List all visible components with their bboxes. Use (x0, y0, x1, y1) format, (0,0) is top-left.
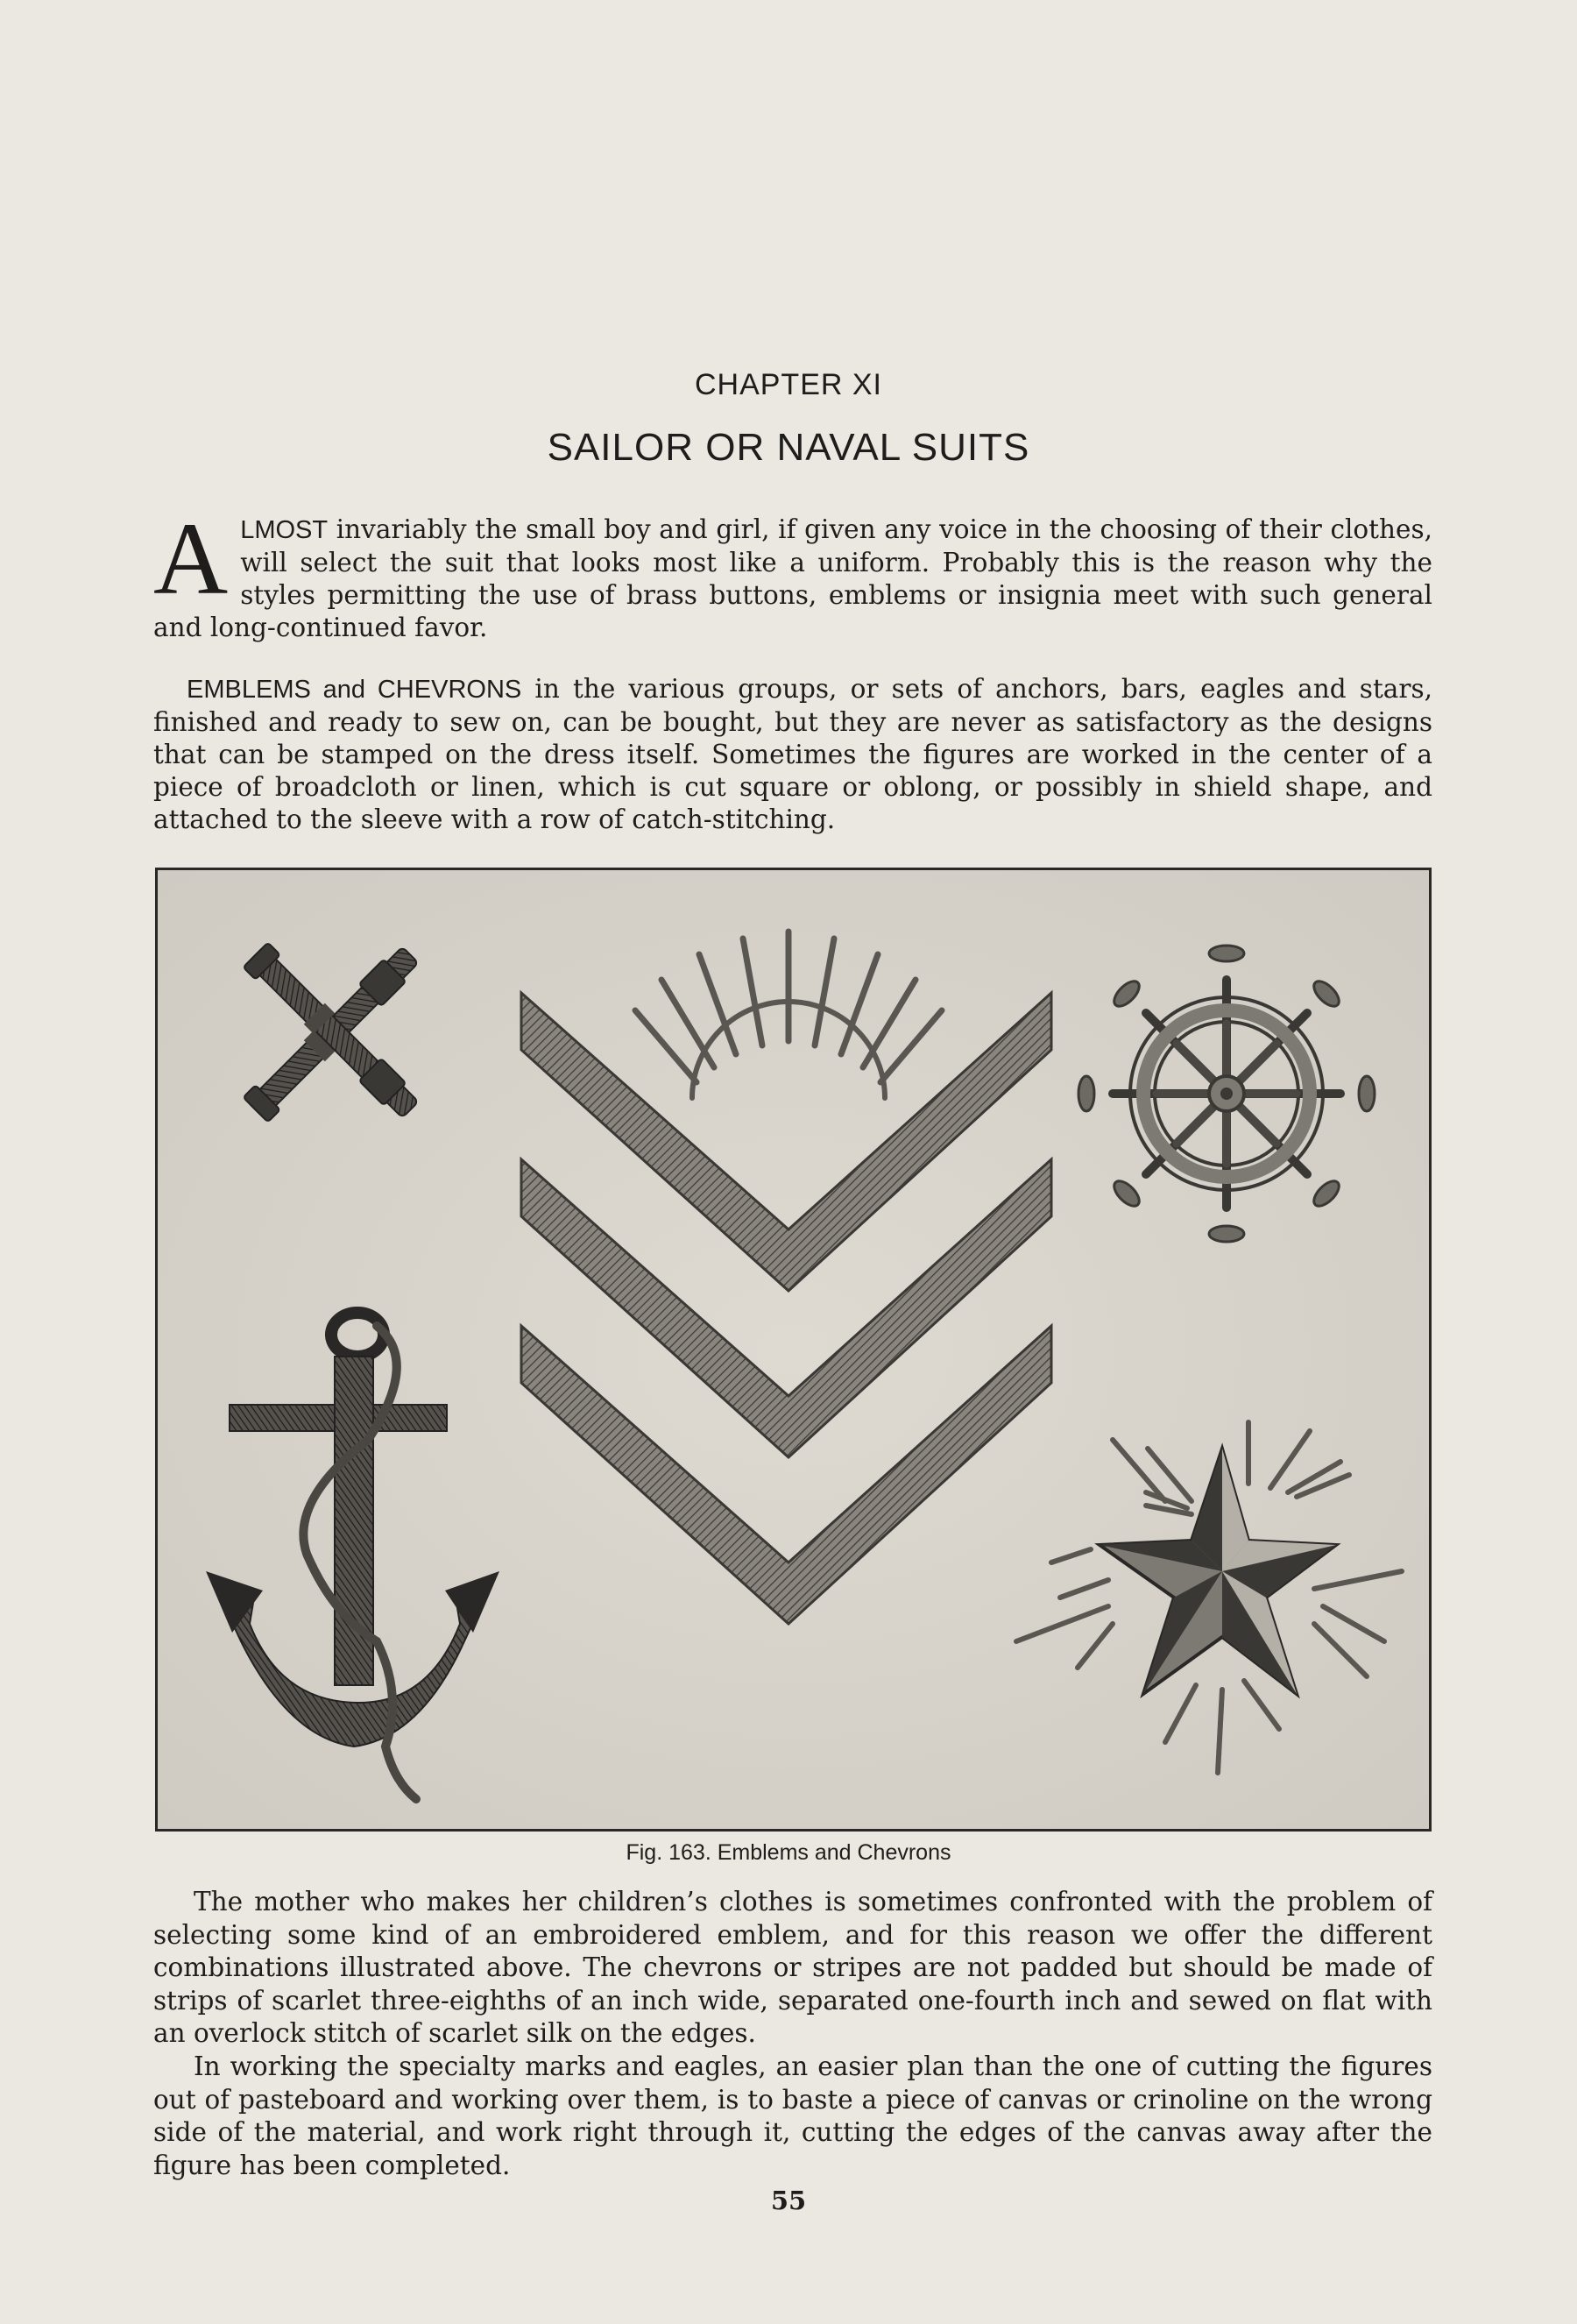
paragraph-intro (153, 501, 1432, 644)
drop-cap: A (153, 501, 229, 616)
ships-wheel-emblem (1078, 946, 1375, 1242)
paragraph-emblems (153, 673, 1432, 836)
page-number: 55 (770, 2186, 807, 2215)
emblems-lead: EMBLEMS and CHEVRONS (187, 676, 522, 704)
chapter-title: SAILOR OR NAVAL SUITS (547, 426, 1030, 469)
figure-emblems-chevrons (155, 868, 1432, 1832)
emblems-text: in the various groups, or sets of anchors, bars, eagles and stars, finished and ready to sew on, can be bought, but they are never as satisfactory as the designs that can be stamped on the dress itself. Sometimes the figures are worked in the center of a piece of broadcloth or linen, which is cut square or oblong, or possibly in shield shape, and attached to the sleeve with a row of catch-stitching. (153, 674, 1433, 834)
intro-lead-word: LMOST (240, 516, 329, 544)
intro-text: invariably the small boy and girl, if given any voice in the choosing of their clothes, will select the suit that looks most like a uniform. Probably this is the reason why the styles permitting the use of brass buttons, emblems or insignia meet with such general and long-continued favor. (153, 514, 1432, 642)
paragraph-specialty-marks: In working the specialty marks and eagles, an easier plan than the one of cutting the figures out of pasteboard and working over them, is to baste a piece of canvas or crinoline on the wrong side of the material, and work right through it, cutting the edges of the canvas away after the figure has been completed. (153, 2051, 1432, 2180)
emblems-illustration (158, 870, 1429, 1829)
paragraph-mother: The mother who makes her children’s clothes is sometimes confronted with the problem of selecting some kind of an embroidered emblem, and for this reason we offer the different combinations illustrated above. The chevrons or stripes are not padded but should be made of strips of scarlet three-eighths of an inch wide, separated one-fourth inch and sewed on flat with an overlock stitch of scarlet silk on the edges. (153, 1887, 1432, 2048)
figure-caption: Fig. 163. Emblems and Chevrons (626, 1840, 951, 1865)
chapter-heading: CHAPTER XI (694, 368, 883, 401)
